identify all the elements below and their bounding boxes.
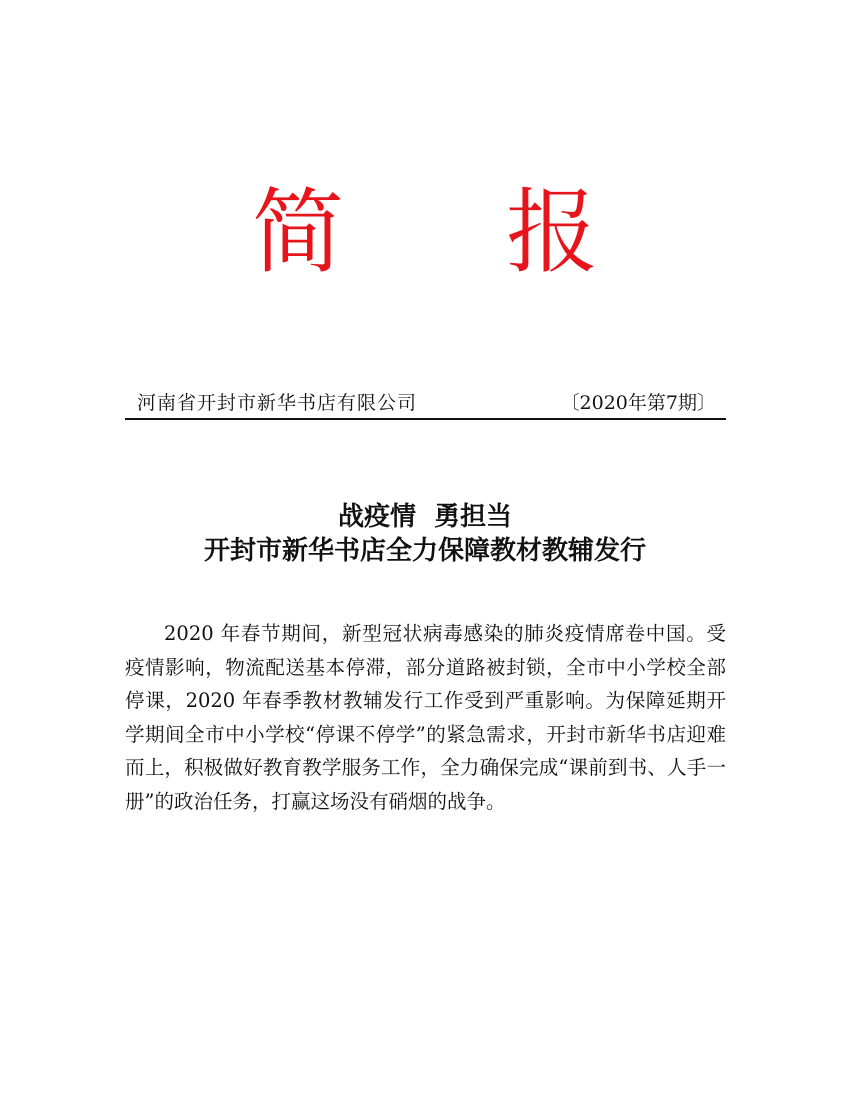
masthead — [0, 178, 850, 298]
masthead-char-bao: 报 — [506, 179, 599, 286]
article-title-line-1: 战疫情 勇担当 — [337, 502, 513, 532]
publisher-name: 河南省开封市新华书店有限公司 — [137, 392, 418, 414]
masthead-char-jian: 简 — [252, 179, 345, 286]
article-body-paragraph: 2020 年春节期间，新型冠状病毒感染的肺炎疫情席卷中国。受疫情影响，物流配送基本停滞，部分道路被封锁，全市中小学校全部停课，2020 年春季教材教辅发行工作受到严重影响。为保障延期开学期间全市中小学校“停课不停学”的紧急需求，开封市新华书店迎难而上，积极做好教育教学服务工作，全力确保完成“课前到书、人手一册”的政治任务，打赢这场没有硝烟的战争。 — [125, 622, 726, 813]
article-title-line-2: 开封市新华书店全力保障教材教辅发行 — [203, 536, 646, 566]
issue-number: 〔2020年第7期〕 — [560, 392, 716, 414]
issue-header-rule — [125, 388, 726, 420]
article-title — [0, 500, 850, 568]
